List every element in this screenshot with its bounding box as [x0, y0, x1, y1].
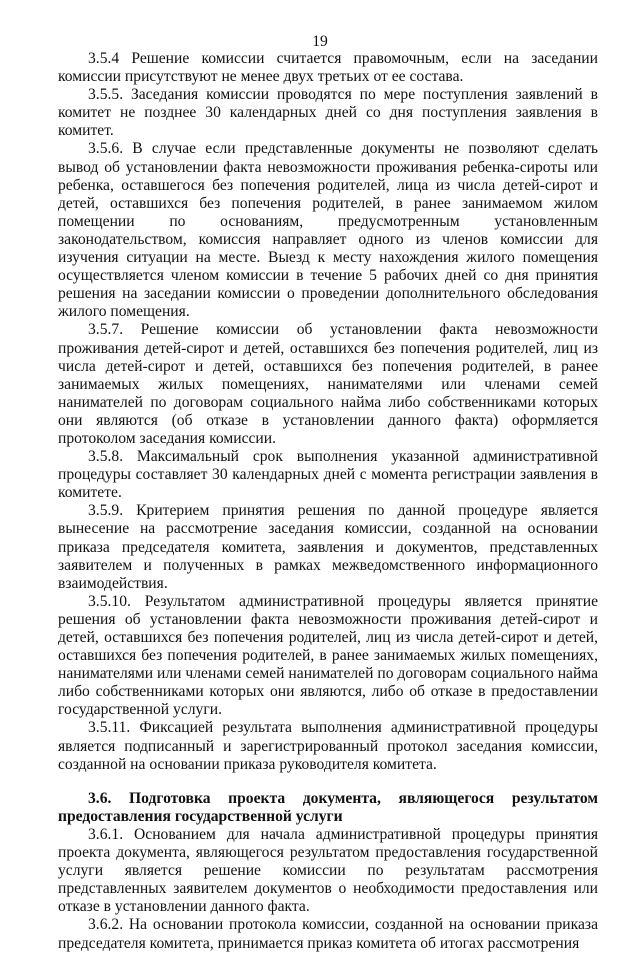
paragraph-3-5-6: 3.5.6. В случае если представленные документы не позволяют сделать вывод об установлении факта невозможности проживания ребенка-сироты или ребенка, оставшегося без попечения родителей, лица из числа детей-сирот и детей, оставшихся без попечения родителей, в ранее занимаемом жилом помещении по основаниям, предусмотренным установленным законодательством, комиссия направляет одного из членов комиссии для изучения ситуации на месте. Выезд к месту нахождения жилого помещения осуществляется членом комиссии в течение 5 рабочих дней со дня принятия решения на заседании комиссии о проведении дополнительного обследования жилого помещения. — [58, 140, 598, 321]
paragraph-3-5-4: 3.5.4 Решение комиссии считается правомочным, если на заседании комиссии присутствуют не менее двух третьих от ее состава. — [58, 50, 598, 86]
paragraph-3-6-1: 3.6.1. Основанием для начала административной процедуры принятия проекта документа, являющегося результатом предоставления государственной услуги является решение комиссии по результатам рассмотрения представленных заявителем документов о необходимости предоставления или отказе в установлении данного факта. — [58, 825, 598, 916]
section-heading-3-6: 3.6. Подготовка проекта документа, являющегося результатом предоставления государственной услуги — [58, 789, 598, 825]
paragraph-3-5-7: 3.5.7. Решение комиссии об установлении факта невозможности проживания детей-сирот и детей, оставшихся без попечения родителей, лиц из числа детей-сирот и детей, оставшихся без попечения родителей, в ранее занимаемых жилых помещениях, нанимателями или членами семей нанимателей по договорам социального найма либо собственниками которых они являются (об отказе в установлении данного факта) оформляется протоколом заседания комиссии. — [58, 321, 598, 447]
paragraph-3-5-5: 3.5.5. Заседания комиссии проводятся по мере поступления заявлений в комитет не позднее 30 календарных дней со дня поступления заявления в комитет. — [58, 86, 598, 140]
paragraph-3-5-9: 3.5.9. Критерием принятия решения по данной процедуре является вынесение на рассмотрение заседания комиссии, созданной на основании приказа председателя комитета, заявления и документов, представленных заявителем и полученных в рамках межведомственного информационного взаимодействия. — [58, 502, 598, 592]
paragraph-3-6-2: 3.6.2. На основании протокола комиссии, созданной на основании приказа председателя комитета, принимается приказ комитета об итогах рассмотрения — [58, 916, 598, 952]
page-number: 19 — [312, 33, 328, 50]
document-body — [58, 50, 598, 953]
paragraph-3-5-11: 3.5.11. Фиксацией результата выполнения административной процедуры является подписанный и зарегистрированный протокол заседания комиссии, созданной на основании приказа руководителя комитета. — [58, 719, 598, 773]
paragraph-3-5-8: 3.5.8. Максимальный срок выполнения указанной административной процедуры составляет 30 календарных дней с момента регистрации заявления в комитете. — [58, 448, 598, 502]
paragraph-3-5-10: 3.5.10. Результатом административной процедуры является принятие решения об установлении факта невозможности проживания детей-сирот и детей, оставшихся без попечения родителей, лиц из числа детей-сирот и детей, оставшихся без попечения родителей, в ранее занимаемых жилых помещениях, нанимателями или членами семей нанимателей по договорам социального найма либо собственниками которых они являются, либо об отказе в предоставлении государственной услуги. — [58, 592, 598, 719]
